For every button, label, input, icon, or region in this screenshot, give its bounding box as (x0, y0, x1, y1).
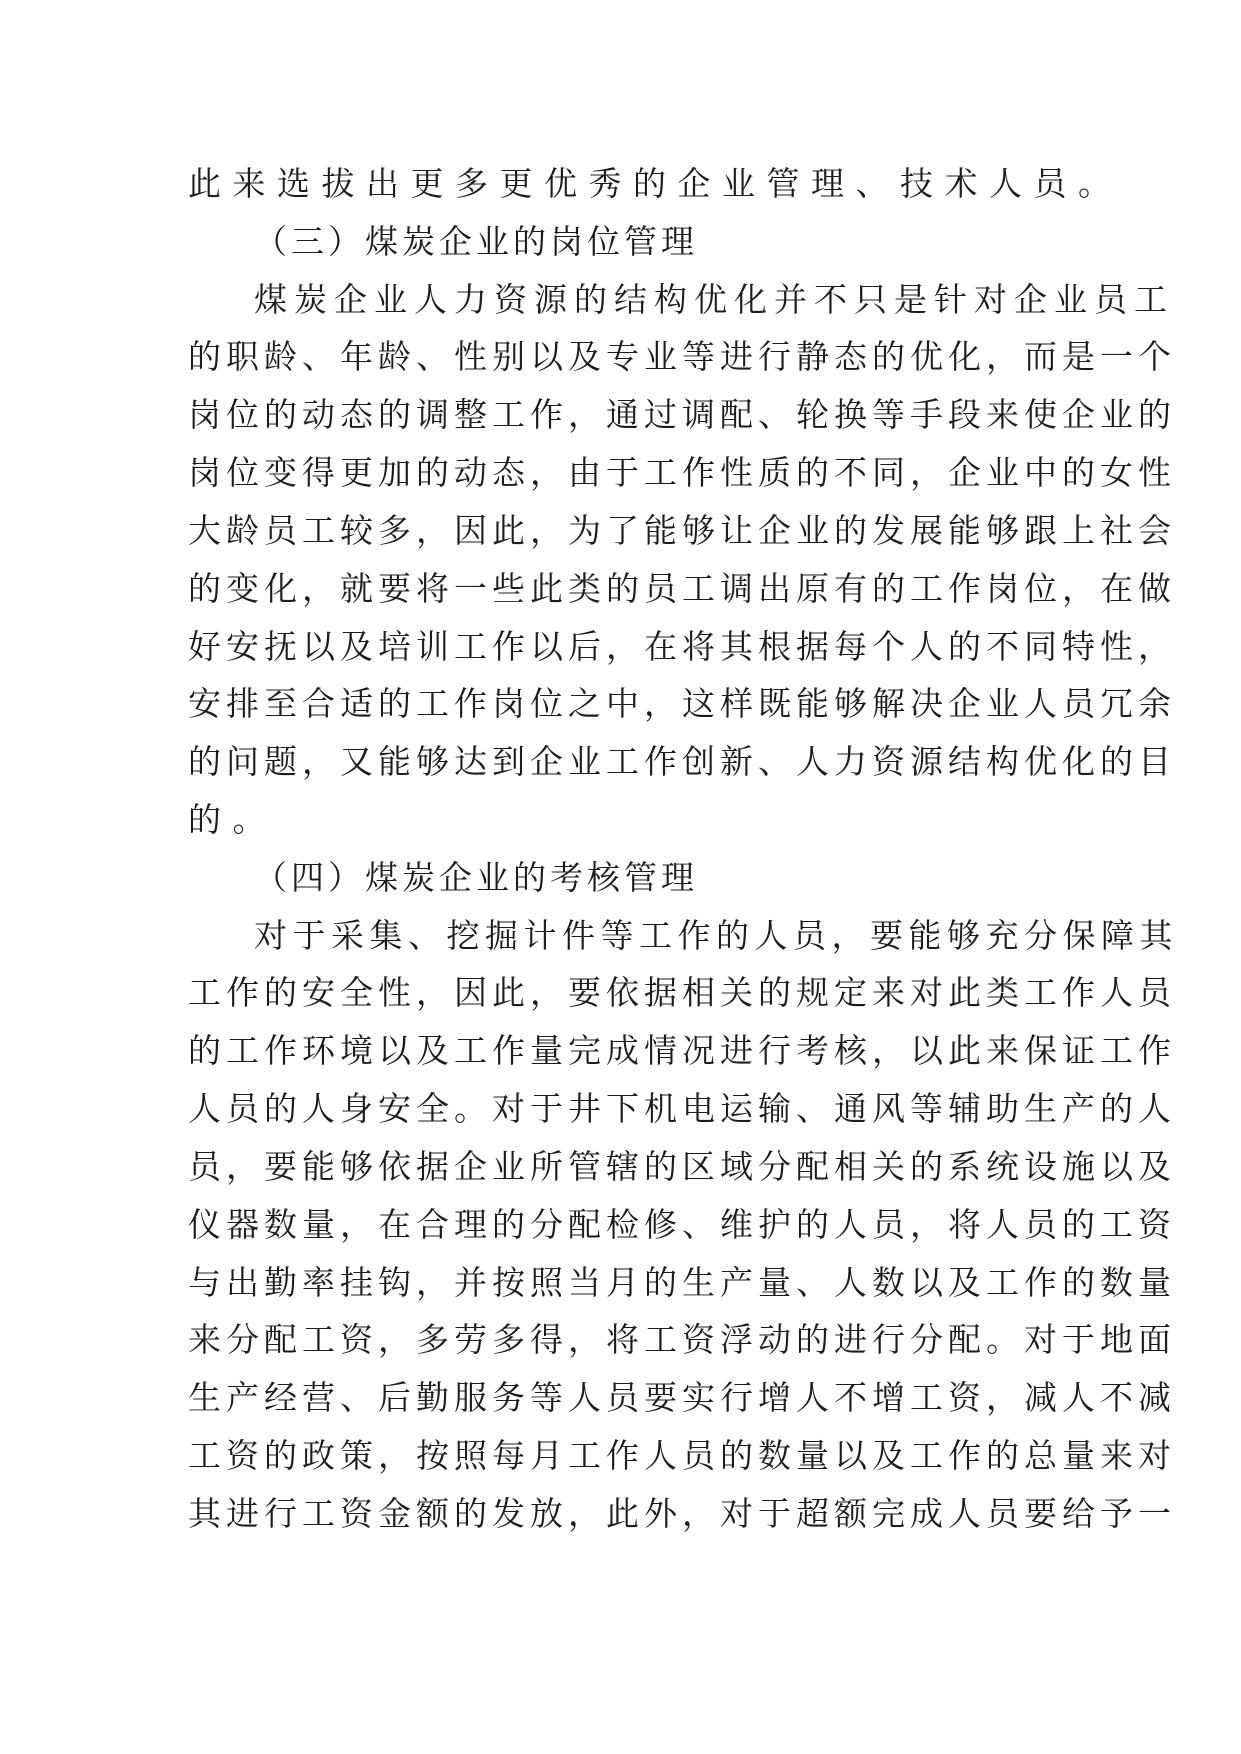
paragraph-line: 的职龄、年龄、性别以及专业等进行静态的优化，而是一个 (188, 337, 1176, 376)
paragraph-line: 大龄员工较多，因此，为了能够让企业的发展能够跟上社会 (188, 511, 1176, 550)
paragraph-line: 对于采集、挖掘计件等工作的人员，要能够充分保障其 (254, 916, 1178, 955)
paragraph-line: 仪器数量，在合理的分配检修、维护的人员，将人员的工资 (188, 1205, 1176, 1244)
paragraph-line: 其进行工资金额的发放，此外，对于超额完成人员要给予一 (188, 1494, 1176, 1533)
paragraph-line: 生产经营、后勤服务等人员要实行增人不增工资，减人不减 (188, 1378, 1176, 1417)
paragraph-line: 的工作环境以及工作量完成情况进行考核，以此来保证工作 (188, 1031, 1176, 1070)
paragraph-line: 煤炭企业人力资源的结构优化并不只是针对企业员工 (254, 280, 1174, 319)
paragraph-line: 与出勤率挂钩，并按照当月的生产量、人数以及工作的数量 (188, 1263, 1176, 1302)
paragraph-line: 的问题，又能够达到企业工作创新、人力资源结构优化的目 (188, 742, 1176, 781)
paragraph-line: 工资的政策，按照每月工作人员的数量以及工作的总量来对 (188, 1436, 1176, 1475)
paragraph-line: 好安抚以及培训工作以后，在将其根据每个人的不同特性， (188, 627, 1176, 666)
paragraph-line: 员，要能够依据企业所管辖的区域分配相关的系统设施以及 (188, 1147, 1176, 1186)
paragraph-line: 的。 (188, 800, 277, 839)
paragraph-line: 岗位变得更加的动态，由于工作性质的不同，企业中的女性 (188, 453, 1176, 492)
paragraph-line: 人员的人身安全。对于井下机电运输、通风等辅助生产的人 (188, 1089, 1176, 1128)
section-heading: （三）煤炭企业的岗位管理 (254, 222, 698, 261)
paragraph-line: 安排至合适的工作岗位之中，这样既能够解决企业人员冗余 (188, 684, 1176, 723)
paragraph-line: 来分配工资，多劳多得，将工资浮动的进行分配。对于地面 (188, 1320, 1176, 1359)
section-heading: （四）煤炭企业的考核管理 (254, 858, 698, 897)
paragraph-line: 此来选拔出更多更优秀的企业管理、技术人员。 (188, 164, 1123, 203)
paragraph-line: 工作的安全性，因此，要依据相关的规定来对此类工作人员 (188, 973, 1176, 1012)
paragraph-line: 的变化，就要将一些此类的员工调出原有的工作岗位，在做 (188, 569, 1176, 608)
paragraph-line: 岗位的动态的调整工作，通过调配、轮换等手段来使企业的 (188, 395, 1176, 434)
